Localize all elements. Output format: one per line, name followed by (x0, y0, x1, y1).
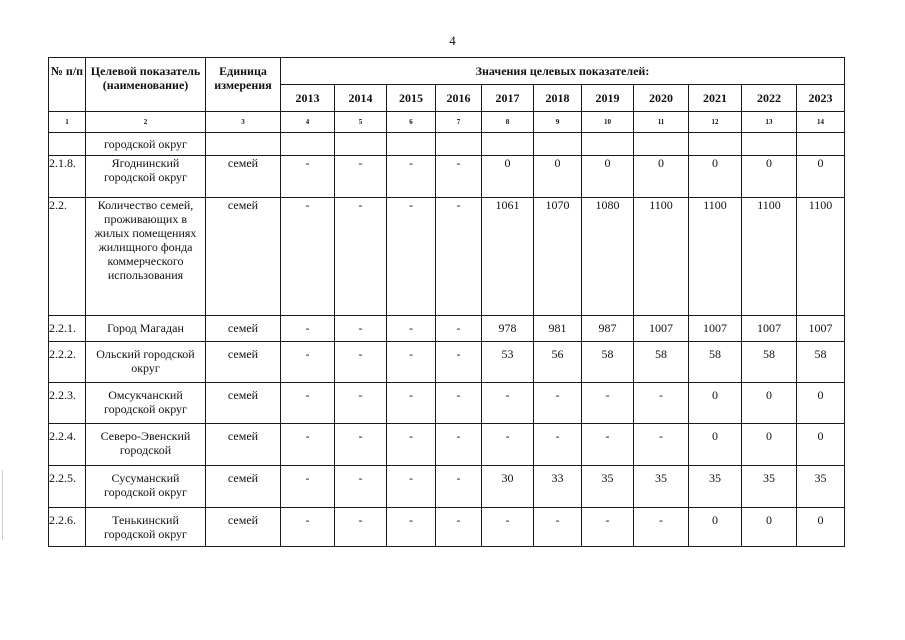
row-value: - (335, 156, 387, 198)
column-number: 14 (797, 112, 845, 133)
row-value: - (436, 508, 482, 547)
year-2013: 2013 (281, 85, 335, 112)
row-unit (206, 133, 281, 156)
page-number: 4 (449, 33, 456, 48)
year-2022: 2022 (742, 85, 797, 112)
row-value: 33 (534, 466, 582, 508)
header-num: № п/п (49, 58, 86, 112)
row-unit: семей (206, 508, 281, 547)
row-value: - (436, 383, 482, 424)
row-value: 35 (634, 466, 689, 508)
row-value: 0 (797, 383, 845, 424)
row-value: 981 (534, 316, 582, 342)
column-number: 4 (281, 112, 335, 133)
row-value: - (387, 342, 436, 383)
row-value: 1070 (534, 198, 582, 316)
row-value: 0 (742, 156, 797, 198)
row-value: - (387, 316, 436, 342)
table-row (49, 466, 845, 508)
row-value: 58 (742, 342, 797, 383)
year-2015: 2015 (387, 85, 436, 112)
column-number: 11 (634, 112, 689, 133)
row-value: 1007 (689, 316, 742, 342)
row-value: 35 (797, 466, 845, 508)
row-value: - (387, 198, 436, 316)
table-row (49, 156, 845, 198)
row-value: - (281, 198, 335, 316)
row-value: - (281, 508, 335, 547)
year-2016: 2016 (436, 85, 482, 112)
row-value: - (482, 508, 534, 547)
row-value: - (436, 342, 482, 383)
row-value: 0 (742, 383, 797, 424)
row-value: 58 (797, 342, 845, 383)
row-value: 1061 (482, 198, 534, 316)
row-value: 0 (634, 156, 689, 198)
row-value: 1100 (689, 198, 742, 316)
row-value: 58 (689, 342, 742, 383)
row-value: - (582, 424, 634, 466)
row-code (49, 133, 86, 156)
row-value: 0 (534, 156, 582, 198)
row-value: 1007 (742, 316, 797, 342)
row-value: 56 (534, 342, 582, 383)
column-number: 7 (436, 112, 482, 133)
year-2014: 2014 (335, 85, 387, 112)
year-2020: 2020 (634, 85, 689, 112)
row-value: 35 (742, 466, 797, 508)
row-value: 0 (582, 156, 634, 198)
row-value: 0 (797, 424, 845, 466)
row-value: 0 (742, 508, 797, 547)
row-name: Омсукчанский городской округ (86, 383, 206, 424)
row-name: Ольский городской округ (86, 342, 206, 383)
year-2017: 2017 (482, 85, 534, 112)
row-value: - (335, 424, 387, 466)
header-row-top (49, 58, 845, 85)
row-value: 0 (689, 383, 742, 424)
row-value: - (482, 383, 534, 424)
row-value: - (582, 383, 634, 424)
row-name: Северо-Эвенский городской (86, 424, 206, 466)
row-value: - (387, 156, 436, 198)
row-value: - (281, 316, 335, 342)
table-row (49, 342, 845, 383)
row-value: - (634, 383, 689, 424)
row-value (335, 133, 387, 156)
column-number: 10 (582, 112, 634, 133)
row-value: 978 (482, 316, 534, 342)
row-value (797, 133, 845, 156)
row-value: 1100 (742, 198, 797, 316)
row-value: - (534, 508, 582, 547)
column-number: 1 (49, 112, 86, 133)
row-name: Ягоднинский городской округ (86, 156, 206, 198)
row-value: - (634, 424, 689, 466)
header-indicator: Целевой показатель (наименование) (86, 58, 206, 112)
row-value: 0 (797, 156, 845, 198)
row-unit: семей (206, 156, 281, 198)
table-row (49, 383, 845, 424)
row-value: - (436, 316, 482, 342)
row-value: 1007 (797, 316, 845, 342)
row-value: - (335, 466, 387, 508)
row-value: 1080 (582, 198, 634, 316)
row-name: Город Магадан (86, 316, 206, 342)
table-row (49, 316, 845, 342)
year-2021: 2021 (689, 85, 742, 112)
row-name: Количество семей, проживающих в жилых помещениях жилищного фонда коммерческого использования (86, 198, 206, 316)
year-2018: 2018 (534, 85, 582, 112)
row-value: - (335, 342, 387, 383)
row-value: 35 (689, 466, 742, 508)
column-number: 9 (534, 112, 582, 133)
column-number-row (49, 112, 845, 133)
row-value: - (387, 424, 436, 466)
row-name: городской округ (86, 133, 206, 156)
header-unit: Единица измерения (206, 58, 281, 112)
row-value (281, 133, 335, 156)
row-value: - (534, 383, 582, 424)
table-row (49, 508, 845, 547)
row-value (689, 133, 742, 156)
row-name: Тенькинский городской округ (86, 508, 206, 547)
column-number: 8 (482, 112, 534, 133)
row-value: 987 (582, 316, 634, 342)
row-value: 0 (797, 508, 845, 547)
row-value: - (387, 508, 436, 547)
row-value: - (281, 466, 335, 508)
row-code: 2.2.6. (49, 508, 86, 547)
row-value: 0 (689, 424, 742, 466)
year-2023: 2023 (797, 85, 845, 112)
row-value: - (482, 424, 534, 466)
row-value: 0 (689, 508, 742, 547)
row-value: 30 (482, 466, 534, 508)
row-value (534, 133, 582, 156)
row-value: 35 (582, 466, 634, 508)
table-row (49, 424, 845, 466)
target-indicators-table (48, 57, 845, 547)
row-value: 58 (634, 342, 689, 383)
row-unit: семей (206, 198, 281, 316)
row-code: 2.2. (49, 198, 86, 316)
row-value: - (436, 156, 482, 198)
table-row (49, 198, 845, 316)
row-value: - (335, 198, 387, 316)
column-number: 5 (335, 112, 387, 133)
row-value: - (634, 508, 689, 547)
column-number: 2 (86, 112, 206, 133)
row-value: - (281, 424, 335, 466)
row-value (436, 133, 482, 156)
row-code: 2.1.8. (49, 156, 86, 198)
scan-edge-mark (2, 470, 7, 540)
row-value: - (281, 156, 335, 198)
table-row (49, 133, 845, 156)
row-value: 1007 (634, 316, 689, 342)
row-value: - (335, 316, 387, 342)
header-values-title: Значения целевых показателей: (281, 58, 845, 85)
row-value: - (582, 508, 634, 547)
row-value: - (335, 508, 387, 547)
row-value (387, 133, 436, 156)
row-code: 2.2.1. (49, 316, 86, 342)
row-name: Сусуманский городской округ (86, 466, 206, 508)
row-code: 2.2.5. (49, 466, 86, 508)
row-code: 2.2.3. (49, 383, 86, 424)
row-value: - (335, 383, 387, 424)
row-value: - (387, 466, 436, 508)
row-value: 0 (689, 156, 742, 198)
year-2019: 2019 (582, 85, 634, 112)
row-code: 2.2.4. (49, 424, 86, 466)
row-value: - (281, 342, 335, 383)
row-value: 53 (482, 342, 534, 383)
row-value: 0 (482, 156, 534, 198)
column-number: 13 (742, 112, 797, 133)
row-value: 58 (582, 342, 634, 383)
row-unit: семей (206, 316, 281, 342)
row-code: 2.2.2. (49, 342, 86, 383)
row-value (582, 133, 634, 156)
row-value (742, 133, 797, 156)
row-value: - (534, 424, 582, 466)
row-value (482, 133, 534, 156)
row-value: - (436, 466, 482, 508)
row-unit: семей (206, 383, 281, 424)
row-value: - (436, 198, 482, 316)
column-number: 12 (689, 112, 742, 133)
row-unit: семей (206, 466, 281, 508)
row-value (634, 133, 689, 156)
row-value: - (387, 383, 436, 424)
row-value: 1100 (634, 198, 689, 316)
row-unit: семей (206, 424, 281, 466)
row-value: 1100 (797, 198, 845, 316)
row-value: - (281, 383, 335, 424)
row-value: 0 (742, 424, 797, 466)
row-value: - (436, 424, 482, 466)
column-number: 3 (206, 112, 281, 133)
column-number: 6 (387, 112, 436, 133)
row-unit: семей (206, 342, 281, 383)
